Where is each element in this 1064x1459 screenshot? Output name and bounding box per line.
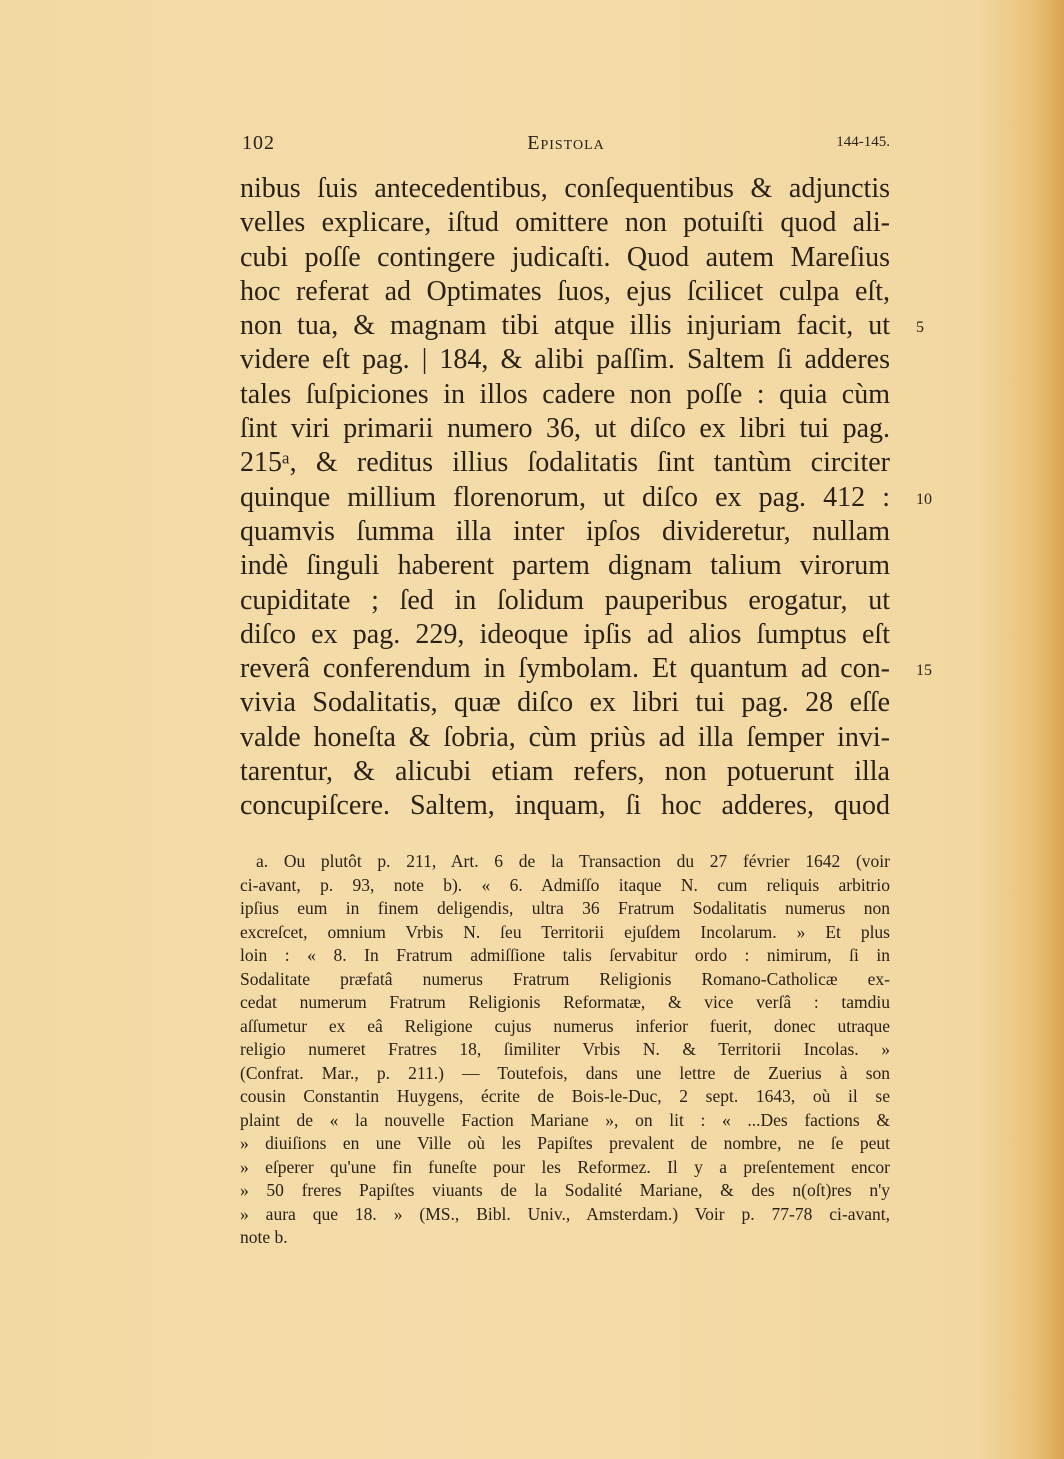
footnote-line: » aura que 18. » (MS., Bibl. Univ., Amsterdam.) Voir p. 77-78 ci-avant,	[240, 1203, 890, 1224]
footnote-line: excreſcet, omnium Vrbis N. ſeu Territorii ejuſdem Incolarum. » Et plus	[240, 921, 890, 942]
running-title: Epistola	[527, 132, 605, 154]
footnote-line: » diuiſions en une Ville où les Papiſtes prevalent de nombre, ne ſe peut	[240, 1133, 890, 1153]
page-number: 102	[242, 132, 275, 154]
footnote-line: loin : « 8. In Fratrum admiſſione talis ſervabitur ordo : nimirum, ſi in	[240, 945, 890, 965]
text-line: cubi poſſe contingere judicaſti. Quod autem Mareſius	[240, 241, 890, 273]
text-line: tarentur, & alicubi etiam refers, non potuerunt illa	[240, 756, 890, 788]
footnote-line: » eſperer qu'une fin funeſte pour les Reformez. Il y a preſentement encor	[240, 1156, 890, 1177]
text-line: reverâ conferendum in ſymbolam. Et quantum ad con-	[240, 653, 890, 685]
footnote-line: ci-avant, p. 93, note b). « 6. Admiſſo itaque N. cum reliquis arbitrio	[240, 874, 890, 895]
footnote-line: religio numeret Fratres 18, ſimiliter Vrbis N. & Territorii Incolas. »	[240, 1039, 890, 1059]
text-line: videre eſt pag. | 184, & alibi paſſim. Saltem ſi adderes	[240, 344, 890, 376]
footnote-line: » 50 freres Papiſtes viuants de la Sodalité Mariane, & des n(oſt)res n'y	[240, 1180, 890, 1200]
footnotes	[240, 850, 890, 1250]
running-header	[242, 132, 890, 162]
text-line: velles explicare, iſtud omittere non potuiſti quod ali-	[240, 207, 890, 239]
text-line: cupiditate ; ſed in ſolidum pauperibus erogatur, ut	[240, 584, 890, 616]
text-line: concupiſcere. Saltem, inquam, ſi hoc adderes, quod	[240, 790, 890, 822]
footnote-line: (Confrat. Mar., p. 211.) — Toutefois, dans une lettre de Zuerius à son	[240, 1062, 890, 1083]
footnote-line: note b.	[240, 1227, 288, 1247]
text-line: indè ſinguli haberent partem dignam talium virorum	[240, 550, 890, 582]
text-line: tales ſuſpiciones in illos cadere non poſſe : quia cùm	[240, 378, 890, 410]
margin-line-number: 5	[916, 319, 924, 337]
text-line: ſint viri primarii numero 36, ut diſco ex libri tui pag.	[240, 413, 890, 445]
text-line: quamvis ſumma illa inter ipſos divideretur, nullam	[240, 515, 890, 547]
text-line: 215ᵃ, & reditus illius ſodalitatis ſint tantùm circiter	[240, 447, 890, 479]
footnote-line: plaint de « la nouvelle Faction Mariane », on lit : « ...Des factions &	[240, 1109, 890, 1130]
main-text	[240, 172, 890, 824]
text-line: diſco ex pag. 229, ideoque ipſis ad alios ſumptus eſt	[240, 618, 890, 650]
text-line: hoc referat ad Optimates ſuos, ejus ſcilicet culpa eſt,	[240, 275, 890, 307]
text-line: vivia Sodalitatis, quæ diſco ex libri tui pag. 28 eſſe	[240, 687, 890, 719]
footnote-line: Sodalitate præfatâ numerus Fratrum Religionis Romano-Catholicæ ex-	[240, 968, 890, 989]
letter-range: 144-145.	[836, 134, 890, 150]
text-line: non tua, & magnam tibi atque illis injuriam facit, ut	[240, 310, 890, 342]
margin-line-number: 10	[916, 490, 932, 508]
footnote-line: ipſius eum in finem deligendis, ultra 36 Fratrum Sodalitatis numerus non	[240, 898, 890, 918]
footnote-line: cedat numerum Fratrum Religionis Reformatæ, & vice verſâ : tamdiu	[240, 992, 890, 1012]
footnote-line: cousin Constantin Huygens, écrite de Bois-le-Duc, 2 sept. 1643, où il se	[240, 1086, 890, 1106]
text-line: quinque millium florenorum, ut diſco ex pag. 412 :	[240, 481, 890, 513]
text-line: valde honeſta & ſobria, cùm priùs ad illa ſemper invi-	[240, 721, 890, 753]
footnote-line: aſſumetur ex eâ Religione cujus numerus inferior fuerit, donec utraque	[240, 1015, 890, 1036]
text-line: nibus ſuis antecedentibus, conſequentibus & adjunctis	[240, 173, 890, 204]
footnote-line: a. Ou plutôt p. 211, Art. 6 de la Transaction du 27 février 1642 (voir	[256, 851, 890, 871]
margin-line-number: 15	[916, 662, 932, 680]
